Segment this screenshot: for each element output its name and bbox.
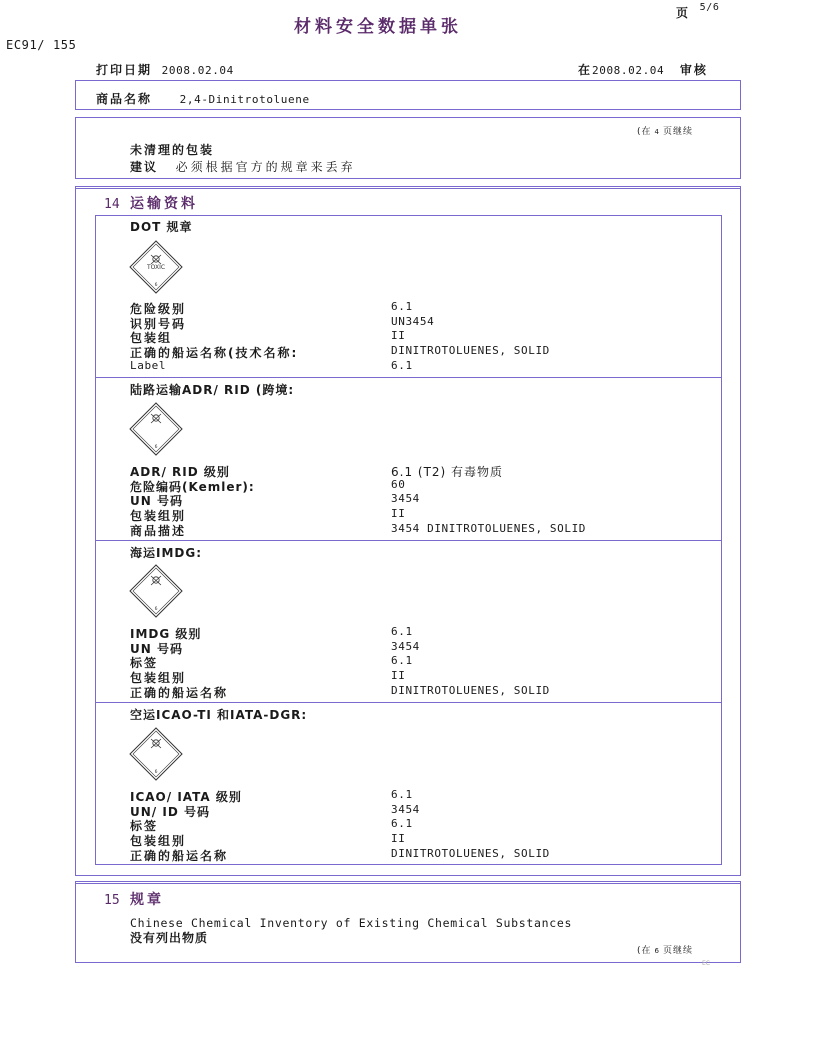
inventory-name: Chinese Chemical Inventory of Existing Chemical Substances [130, 916, 573, 930]
icao-row-value: 3454 [391, 803, 420, 816]
imdg-row-label: 正确的船运名称 [130, 686, 229, 700]
toxic-diamond-icon [129, 727, 183, 781]
imdg-row-value: 6.1 [391, 625, 413, 638]
imdg-row-label: 包装组别 [130, 671, 187, 685]
continued-top-page: 4 [654, 128, 660, 136]
dot-row-value: DINITROTOLUENES, SOLID [391, 344, 550, 357]
section-14-number: 14 [104, 197, 120, 212]
review-date-line [578, 59, 708, 78]
section-14-top-rule [75, 188, 741, 189]
advice-label: 建议 [130, 160, 159, 174]
dot-row-label: 包装组 [130, 331, 173, 345]
product-name-value: 2,4-Dinitrotoluene [179, 93, 310, 106]
continued-bottom-prefix: (在 [637, 946, 652, 956]
adr-row-label: UN 号码 [130, 494, 183, 508]
advice-text: 必须根据官方的规章来丢弃 [175, 160, 356, 174]
continued-bottom-suffix: 页继续 [662, 946, 693, 956]
print-date-label: 打印日期 [96, 63, 153, 77]
imdg-row-value: II [391, 669, 406, 682]
section-14-title: 运输资料 [130, 196, 198, 212]
divider-adr [95, 377, 722, 378]
adr-row-value: II [391, 507, 406, 520]
adr-row-value: 3454 DINITROTOLUENES, SOLID [391, 522, 587, 535]
packaging-heading: 未清理的包装 [130, 143, 215, 157]
section-15-top-rule [75, 883, 741, 884]
icao-row-label: 标签 [130, 819, 159, 833]
icao-row-label: ICAO/ IATA 级别 [130, 790, 242, 804]
print-date-line [96, 59, 234, 78]
footer-mark: EC [702, 960, 710, 967]
dot-row-value: UN3454 [391, 315, 435, 328]
imdg-row-value: 6.1 [391, 654, 413, 667]
adr-row-value: 6.1 (T2) 有毒物质 [391, 465, 504, 479]
continued-top-prefix: (在 [637, 127, 652, 137]
toxic-diamond-icon [129, 564, 183, 618]
icao-row-label: UN/ ID 号码 [130, 805, 210, 819]
imdg-class-number: 6 [154, 607, 158, 612]
adr-row-label: 商品描述 [130, 524, 187, 538]
toxic-label: TOXIC [146, 264, 166, 271]
adr-row-value: 60 [391, 478, 406, 491]
continued-note-top [637, 124, 693, 137]
adr-row-value: 3454 [391, 492, 420, 505]
document-title: 材料安全数据单张 [294, 17, 462, 37]
review-date-value: 2008.02.04 [592, 64, 665, 77]
dot-row-value: II [391, 329, 406, 342]
page-number: 5/6 [699, 2, 720, 13]
dot-row-label: 正确的船运名称(技术名称: [130, 346, 299, 360]
adr-class-number: 6 [154, 445, 158, 450]
adr-row-label: 危险编码(Kemler): [130, 480, 255, 494]
section-15-number: 15 [104, 893, 120, 908]
imdg-row-label: UN 号码 [130, 642, 183, 656]
icao-class-number: 6 [154, 770, 158, 775]
icao-row-label: 包装组别 [130, 834, 187, 848]
dot-row-value: 6.1 [391, 300, 413, 313]
adr-row-label: ADR/ RID 级别 [130, 465, 230, 479]
imdg-heading: 海运IMDG: [130, 546, 203, 560]
divider-imdg [95, 540, 722, 541]
toxic-diamond-icon [129, 402, 183, 456]
adr-row-label: 包装组别 [130, 509, 187, 523]
icao-heading: 空运ICAO-TI 和IATA-DGR: [130, 708, 308, 722]
dot-row-label: Label [130, 359, 167, 372]
review-label: 审核 [679, 63, 708, 77]
divider-icao [95, 702, 722, 703]
page-label: 页 [676, 6, 691, 20]
icao-row-value: 6.1 [391, 817, 413, 830]
inventory-status: 没有列出物质 [130, 931, 209, 945]
product-name-line [96, 88, 310, 107]
dot-row-value: 6.1 [391, 359, 413, 372]
review-prefix: 在 [578, 63, 593, 77]
adr-heading: 陆路运输ADR/ RID (跨境: [130, 383, 295, 397]
continued-bottom-page: 6 [654, 947, 660, 955]
imdg-row-label: IMDG 级别 [130, 627, 202, 641]
dot-heading: DOT 规章 [130, 220, 193, 234]
doc-code: EC91/ 155 [6, 38, 77, 52]
section-15-title: 规章 [130, 892, 164, 908]
dot-class-number: 6 [154, 283, 158, 288]
icao-row-value: DINITROTOLUENES, SOLID [391, 847, 550, 860]
dot-row-label: 识别号码 [130, 317, 187, 331]
imdg-row-value: DINITROTOLUENES, SOLID [391, 684, 550, 697]
product-name-label: 商品名称 [96, 92, 153, 106]
print-date-value: 2008.02.04 [161, 64, 234, 77]
imdg-row-label: 标签 [130, 656, 159, 670]
imdg-row-value: 3454 [391, 640, 420, 653]
continued-top-suffix: 页继续 [662, 127, 693, 137]
icao-row-value: II [391, 832, 406, 845]
page-indicator [676, 2, 720, 21]
packaging-advice-line [130, 156, 356, 175]
icao-row-value: 6.1 [391, 788, 413, 801]
continued-note-bottom [637, 943, 693, 956]
toxic-diamond-icon [129, 240, 183, 294]
icao-row-label: 正确的船运名称 [130, 849, 229, 863]
dot-row-label: 危险级别 [130, 302, 187, 316]
